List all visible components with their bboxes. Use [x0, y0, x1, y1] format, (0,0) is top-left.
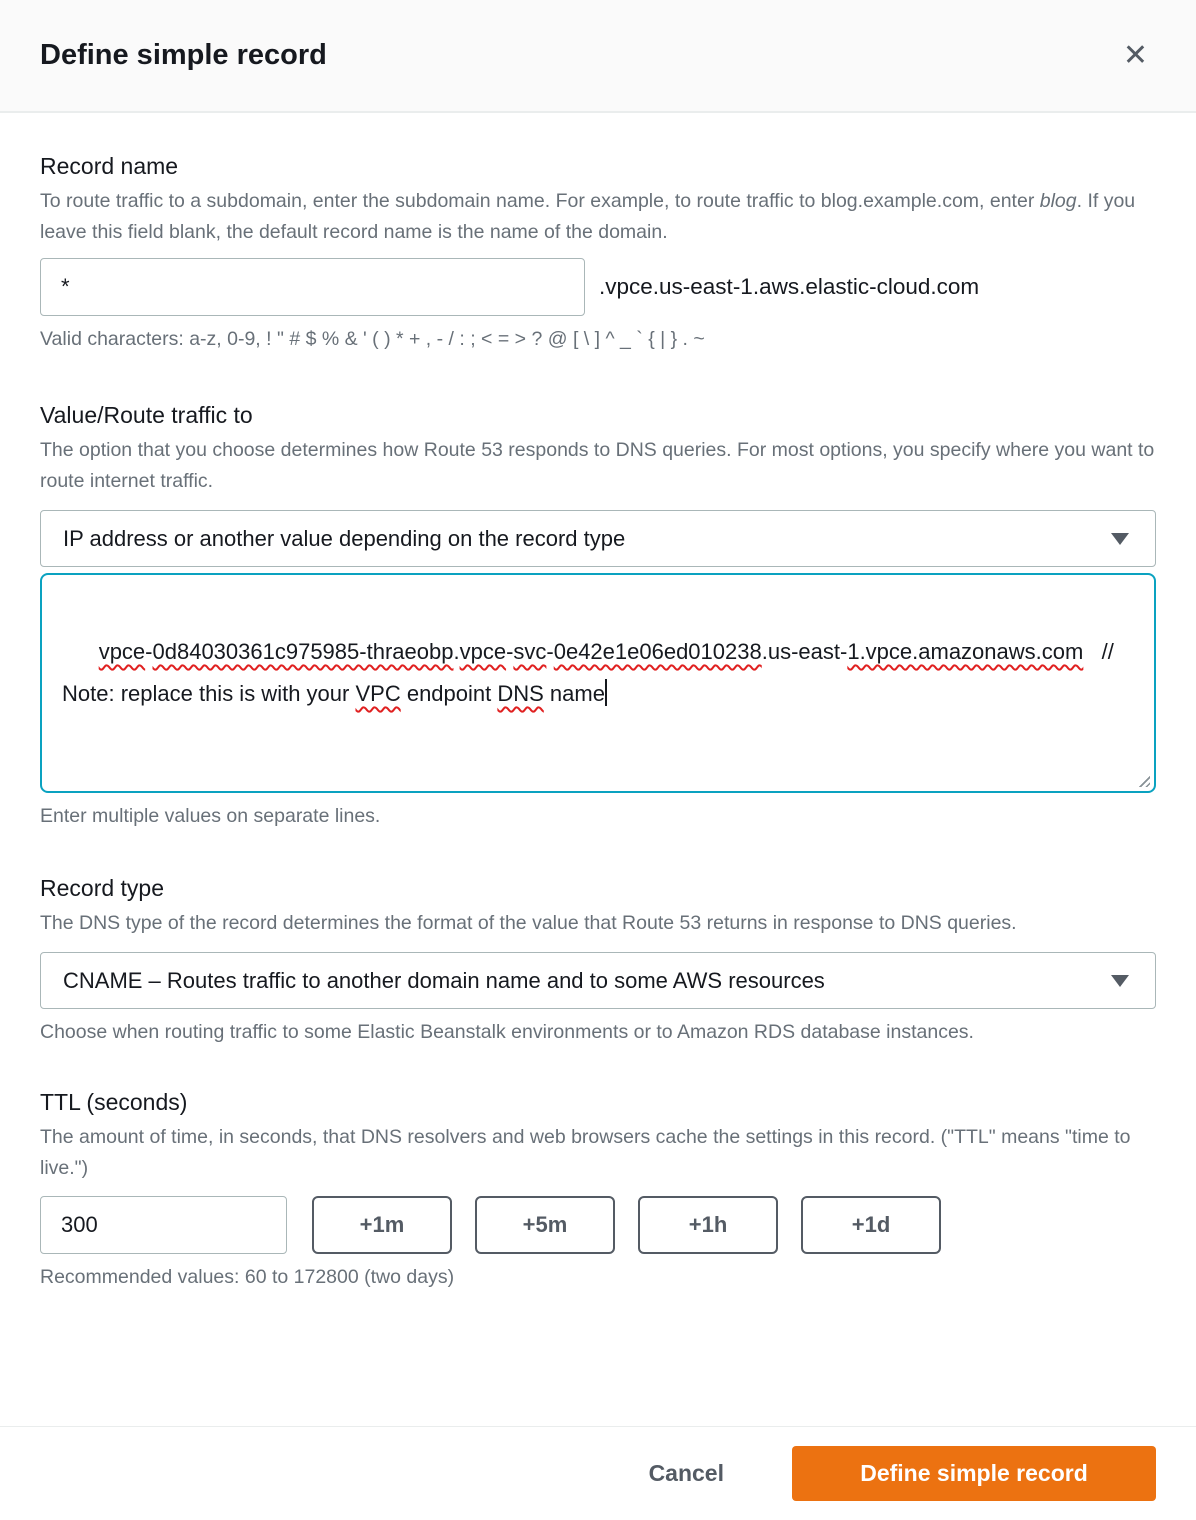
description-text: To route traffic to a subdomain, enter the subdomain name. For example, to route traffic to blog.example.com, enter	[40, 190, 1040, 212]
record-name-input[interactable]	[40, 258, 585, 316]
value-text-segment: 0d84030361c975985-thraeobp	[152, 639, 454, 664]
value-route-description: The option that you choose determines how Route 53 responds to DNS queries. For most options, you specify where you want to route internet traffic.	[40, 439, 1155, 492]
route-traffic-selected-option: IP address or another value depending on the record type	[63, 525, 626, 551]
multiple-values-hint: Enter multiple values on separate lines.	[40, 805, 381, 827]
domain-suffix: .vpce.us-east-1.aws.elastic-cloud.com	[599, 274, 980, 299]
modal-footer	[0, 1426, 1196, 1520]
value-text-segment: -	[506, 639, 514, 664]
ttl-plus-button-5m[interactable]: +5m	[475, 1196, 615, 1254]
record-type-label: Record type	[40, 875, 165, 901]
caret-down-icon	[1111, 533, 1129, 545]
record-type-hint: Choose when routing traffic to some Elastic Beanstalk environments or to Amazon RDS database instances.	[40, 1021, 974, 1043]
ttl-plus-button-1m[interactable]: +1m	[312, 1196, 452, 1254]
value-text-segment: -	[546, 639, 554, 664]
value-route-label: Value/Route traffic to	[40, 402, 253, 428]
record-name-section	[40, 152, 1156, 351]
ttl-section	[40, 1088, 1156, 1289]
value-textarea[interactable]	[40, 573, 1156, 793]
value-text-segment: // Note: replace this is with your	[62, 639, 1121, 706]
value-text-segment: VPC	[355, 681, 401, 706]
record-type-select[interactable]	[40, 952, 1156, 1009]
value-text-segment: vpce	[98, 639, 146, 664]
value-text-segment: DNS	[497, 681, 544, 706]
record-type-section	[40, 874, 1156, 1044]
valid-characters-hint: Valid characters: a-z, 0-9, ! " # $ % & ' ( ) * + , - / : ; < = > ? @ [ \ ] ^ _ ` { | } . ~	[40, 328, 705, 350]
cancel-button[interactable]: Cancel	[643, 1459, 730, 1488]
value-text-segment: endpoint	[400, 681, 498, 706]
text-caret	[605, 679, 607, 706]
value-route-section	[40, 401, 1156, 828]
modal-body	[0, 113, 1196, 1289]
value-text-segment: .	[453, 639, 460, 664]
record-type-description: The DNS type of the record determines the format of the value that Route 53 returns in response to DNS queries.	[40, 912, 1017, 934]
ttl-quick-buttons	[312, 1196, 941, 1254]
value-text-segment: name	[543, 681, 605, 706]
ttl-plus-button-1d[interactable]: +1d	[801, 1196, 941, 1254]
modal-title: Define simple record	[40, 39, 327, 71]
close-icon[interactable]: ✕	[1115, 37, 1156, 75]
resize-handle-icon[interactable]	[1136, 773, 1150, 787]
value-text-segment: svc	[513, 639, 547, 664]
description-italic-text: blog	[1039, 190, 1077, 212]
value-text-segment: 1.vpce.amazonaws.com	[847, 639, 1084, 664]
value-text-segment: vpce	[459, 639, 507, 664]
record-type-selected-option: CNAME – Routes traffic to another domain name and to some AWS resources	[63, 967, 825, 993]
value-text-segment: .us-east-	[761, 639, 848, 664]
ttl-plus-button-1h[interactable]: +1h	[638, 1196, 778, 1254]
define-simple-record-button[interactable]: Define simple record	[792, 1446, 1156, 1501]
ttl-input[interactable]	[40, 1196, 287, 1254]
modal-header	[0, 0, 1196, 113]
ttl-recommended-hint: Recommended values: 60 to 172800 (two days)	[40, 1266, 455, 1288]
description-text: . If you leave this field blank, the default record name is the name of the domain.	[40, 190, 1136, 243]
ttl-description: The amount of time, in seconds, that DNS resolvers and web browsers cache the settings in this record. ("TTL" means "time to live.")	[40, 1126, 1131, 1179]
value-text-segment: -	[145, 639, 153, 664]
record-name-description	[40, 186, 1156, 248]
route-traffic-select[interactable]	[40, 510, 1156, 567]
record-name-label: Record name	[40, 153, 179, 179]
ttl-label: TTL (seconds)	[40, 1089, 188, 1115]
value-text-segment: 0e42e1e06ed010238	[553, 639, 762, 664]
caret-down-icon	[1111, 975, 1129, 987]
